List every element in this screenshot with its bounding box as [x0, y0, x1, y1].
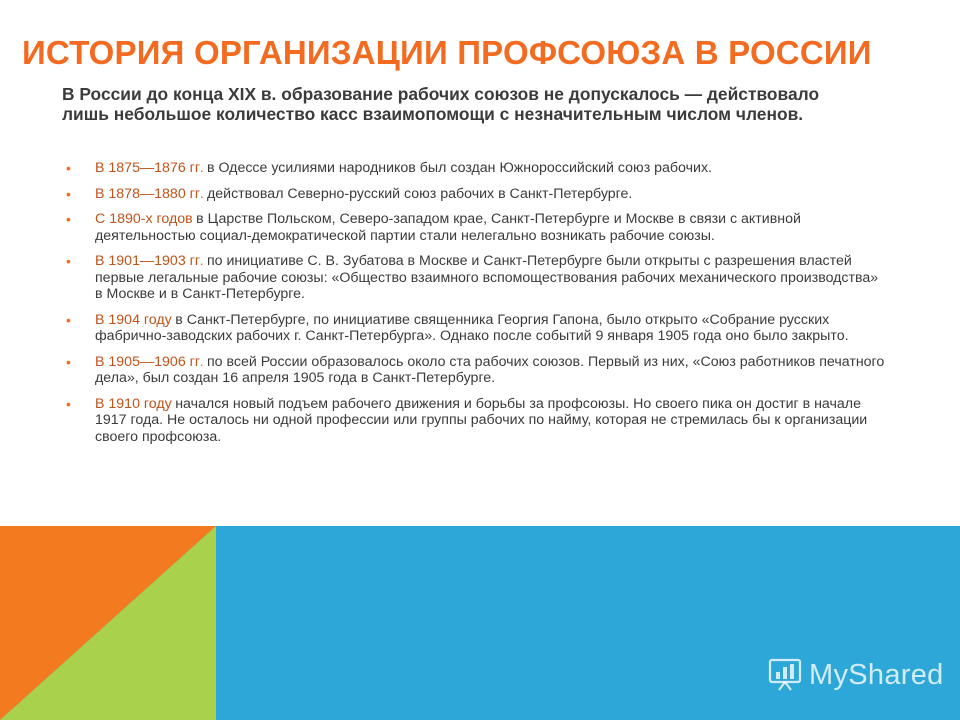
bullet-date-suffix: .	[200, 186, 207, 201]
bullet-date: В 1875—1876 гг	[95, 160, 201, 176]
bullet-date: В 1901—1903 гг	[95, 253, 201, 269]
bullet-date: В 1905—1906 гг	[95, 353, 201, 370]
bar-chart-presentation-icon	[767, 657, 803, 693]
bullet-item	[66, 354, 888, 387]
bullet-marker: •	[66, 353, 71, 370]
bullet-item	[66, 211, 888, 244]
bullet-date: В 1904 году	[95, 311, 172, 328]
intro-paragraph: В России до конца XIX в. образование рабочих союзов не допускалось — действовало лишь небольшое количество касс взаимопомощи с незначительным числом членов.	[62, 84, 820, 124]
bullet-text: в Санкт-Петербурге, по инициативе священника Георгия Гапона, было открыто «Собрание русских фабрично-заводских рабочих г. Санкт-Петербурга». Однако после событий 9 января 1905 года оно было закрыто.	[95, 311, 849, 344]
bullet-text: по всей России образовалось около ста рабочих союзов. Первый из них, «Союз работников печатного дела», был создан 16 апреля 1905 года в Санкт-Петербурге.	[95, 353, 885, 386]
bullet-marker: •	[66, 253, 71, 269]
bullet-item	[66, 312, 888, 345]
bullet-text: начался новый подъем рабочего движения и борьбы за профсоюзы. Но своего пика он достиг в начале 1917 года. Не осталось ни одной профессии или группы рабочих по найму, которая не стремилась бы к организации своего профсоюза.	[95, 395, 868, 445]
bullet-list	[66, 160, 888, 454]
slide-title: ИСТОРИЯ ОРГАНИЗАЦИИ ПРОФСОЮЗА В РОССИИ	[22, 34, 872, 71]
bullet-text: в Царстве Польском, Северо-западом крае, Санкт-Петербурге и Москве в связи с активной деятельностью социал-демократической партии стали нелегально возникать рабочие союзы.	[95, 211, 801, 244]
bullet-item	[66, 186, 888, 203]
bullet-date-suffix: .	[200, 354, 207, 369]
bullet-item	[66, 160, 888, 177]
bullet-marker: •	[66, 185, 71, 202]
bullet-marker: •	[66, 395, 71, 412]
myshared-watermark[interactable]	[767, 655, 944, 695]
bullet-text: действовал Северно-русский союз рабочих в Санкт-Петербурге.	[206, 185, 633, 202]
bullet-marker: •	[66, 211, 71, 227]
bullet-text: по инициативе С. В. Зубатова в Москве и Санкт-Петербурге были открыты с разрешения властей первые легальные рабочие союзы: «Общество взаимного вспомоществования рабочих механического производства» в Москве и в Санкт-Петербурге.	[95, 253, 879, 302]
bullet-text: в Одессе усилиями народников был создан Южнороссийский союз рабочих.	[206, 160, 712, 176]
bullet-date: С 1890-х годов	[95, 211, 193, 227]
bullet-date: В 1910 году	[95, 395, 172, 412]
bullet-date-suffix: .	[200, 161, 207, 175]
bullet-item	[66, 253, 888, 303]
bullet-date-suffix: .	[200, 254, 207, 268]
bullet-date: В 1878—1880 гг	[95, 185, 201, 202]
watermark-text: MyShared	[809, 658, 944, 691]
bullet-marker: •	[66, 160, 71, 176]
bullet-item	[66, 396, 888, 446]
bullet-marker: •	[66, 311, 71, 328]
